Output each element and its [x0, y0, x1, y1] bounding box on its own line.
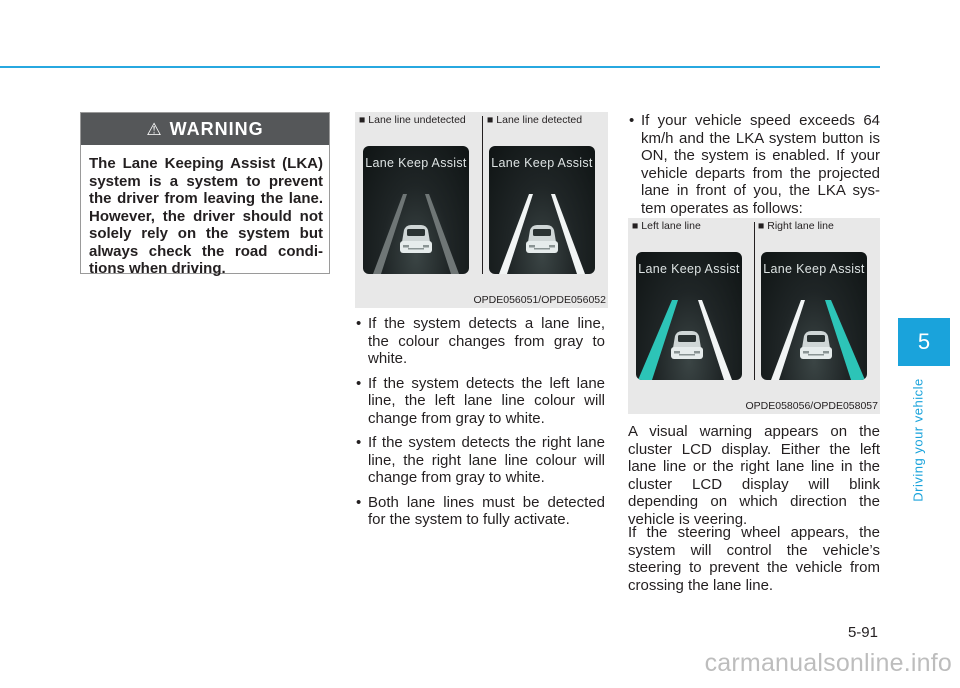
header-rule [0, 66, 880, 68]
figure-label-undetected: ■ Lane line undetected [359, 114, 466, 126]
figure-lane-departure [628, 218, 880, 414]
lane-graphic [489, 146, 595, 274]
warning-box [80, 112, 330, 277]
list-item: • If the system detects the right lane line, the right lane line colour will change from gray to white. [355, 434, 605, 487]
detection-bullet-list [355, 315, 605, 536]
car-icon [400, 225, 432, 253]
car-icon [671, 331, 703, 359]
cluster-screen-right-lane [761, 252, 867, 380]
screen-title: Lane Keep Assist [763, 262, 865, 276]
page-number: 5-91 [847, 624, 878, 641]
visual-warning-paragraph: A visual warning appears on the cluster LCD display. Either the left lane line or the right lane line in the cluster LCD display will blink depending on which direction the vehicle is veering. [628, 423, 880, 528]
cluster-screen-undetected [363, 146, 469, 274]
chapter-name-text: Driving your vehicle [910, 378, 926, 502]
warning-triangle-icon: ⚠ [146, 119, 162, 139]
screen-title: Lane Keep Assist [365, 156, 467, 170]
steering-paragraph: If the steering wheel appears, the system will control the vehicle’s steering to prevent the vehicle from crossing the lane line. [628, 524, 880, 594]
chapter-number: 5 [917, 329, 931, 354]
chapter-tab [898, 318, 950, 366]
figure-divider [754, 222, 755, 380]
figure-code: OPDE058056/OPDE058057 [745, 400, 878, 412]
warning-text: The Lane Keeping Assist (LKA) system is a system to prevent the driver from leaving the lane. However, the driver should not solely rely on the system but always check the road condi-tions when driving. [89, 155, 323, 277]
figure-divider [482, 116, 483, 274]
watermark: carmanualsonline.info [704, 649, 952, 677]
car-icon [526, 225, 558, 253]
list-item: • If the system detects a lane line, the colour changes from gray to white. [355, 315, 605, 368]
figure-label-detected: ■ Lane line detected [487, 114, 583, 126]
operation-bullet-list [628, 112, 880, 224]
chapter-name [908, 375, 928, 505]
list-item: • Both lane lines must be detected for the system to fully activate. [355, 494, 605, 529]
warning-title: WARNING [169, 118, 264, 139]
lane-graphic [761, 252, 867, 380]
list-item: • If your vehicle speed exceeds 64 km/h and the LKA system button is ON, the system is enabled. If your vehicle departs from the projected lane in front of you, the LKA sys-tem operates as follows: [628, 112, 880, 217]
figure-lane-detection [355, 112, 608, 308]
figure-label-left-lane: ■ Left lane line [632, 220, 701, 232]
warning-header [81, 113, 329, 145]
cluster-screen-detected [489, 146, 595, 274]
figure-label-right-lane: ■ Right lane line [758, 220, 834, 232]
screen-title: Lane Keep Assist [491, 156, 593, 170]
lane-graphic [363, 146, 469, 274]
screen-title: Lane Keep Assist [638, 262, 740, 276]
list-item: • If the system detects the left lane line, the left lane line colour will change from gray to white. [355, 375, 605, 428]
car-icon [800, 331, 832, 359]
figure-code: OPDE056051/OPDE056052 [473, 294, 606, 306]
lane-graphic [636, 252, 742, 380]
cluster-screen-left-lane [636, 252, 742, 380]
